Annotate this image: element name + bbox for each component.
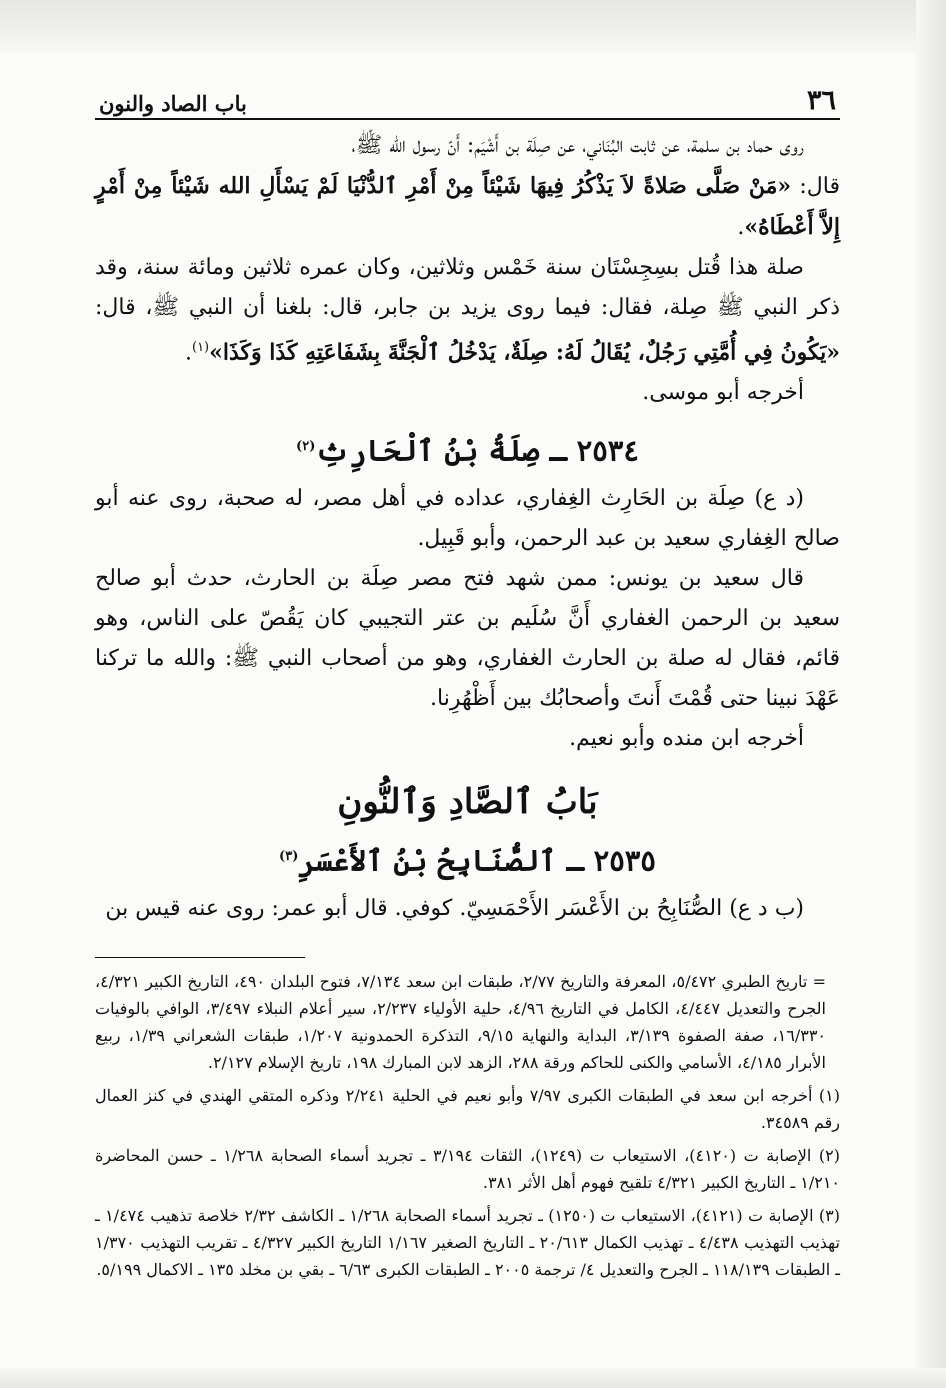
paragraph-intro: روى حماد بن سلمة، عن ثابت البُنَاني، عن صِلَة بن أَشْيَم: أَنّ رسول الله ﷺ، <box>351 133 804 158</box>
paragraph-end: . <box>184 340 192 366</box>
footnote-1: (١) أخرجه ابن سعد في الطبقات الكبرى ٧/٩٧ وأبو نعيم في الحلية ٢/٢٤١ وذكره المتقي الهندي في كنز العمال رقم ٣٤٥٨٩. <box>95 1085 841 1132</box>
entry-title: ٢٥٣٥ ـ ٱلصُّنَابِحُ بْنُ ٱلأَعْسَرِ <box>298 843 656 878</box>
scan-edge-right <box>916 0 946 1388</box>
entry-2534-paragraph-2: قال سعيد بن يونس: ممن شهد فتح مصر صِلَة بن الحارث، حدث أبو صالح سعيد بن الرحمن الغفاري أَنَّ سُلَيم بن عتر التجيبي كان يَقُصّ على الناس، وهو قائم، فقال له صلة بن الحارث الغفاري، وهو من أصحاب النبي ﷺ: والله ما تركنا عَهْدَ نبينا حتى قُمْتَ أَنتَ وأصحابُك بين أَظْهُرِنا. <box>95 565 840 711</box>
running-chapter-title: باب الصاد والنون <box>99 91 247 116</box>
hadith-lead: قال: <box>791 174 841 199</box>
hadith-text: «يَكُونُ فِي أُمَّتِي رَجُلٌ، يُقَالُ لَهُ: صِلَةٌ، يَدْخُلُ ٱلْجَنَّةَ بِشَفَاعَتِهِ كَذَا وَكَذَا» <box>209 339 840 366</box>
entry-heading-2534 <box>95 429 840 469</box>
entry-2534-source-note: أخرجه ابن منده وأبو نعيم. <box>569 725 804 751</box>
footnote-2: (٢) الإصابة ت (٤١٢٠)، الاستيعاب ت (١٢٤٩)، الثقات ٣/١٩٤ ـ تجريد أسماء الصحابة ١/٢٦٨ ـ حسن المحاضرة ١/٢١٠ ـ التاريخ الكبير ٤/٣٢١ تلقيح فهوم أهل الأثر ٣٨١. <box>95 1145 841 1192</box>
hadith-text: «مَنْ صَلَّى صَلاةً لاَ يَذْكُرُ فِيهَا شَيْئاً مِنْ أَمْرِ ٱلدُّنْيَا لَمْ يَسْأَلِ الله شَيْئاً مِنْ أَمْرٍ إِلاَّ أَعْطَاهُ» <box>95 173 840 240</box>
footnote-rule <box>95 957 305 958</box>
source-note: أخرجه أبو موسى. <box>642 380 804 406</box>
entry-2535-paragraph-1: (ب د ع) الصُّنَابِحُ بن الأَعْسَر الأَحْمَسِيّ. كوفي. قال أبو عمر: روى عنه قيس بن <box>105 895 804 921</box>
hadith-end: . <box>737 215 745 240</box>
entry-heading-2535 <box>95 839 840 879</box>
entry-title: ٢٥٣٤ ـ صِلَةُ بْنُ ٱلْحَارِثِ <box>315 433 639 468</box>
scan-edge-bottom <box>0 1368 946 1388</box>
footnote-ref-3: (٣) <box>279 848 299 864</box>
page-number: ٣٦ <box>806 85 836 116</box>
entry-2534-paragraph-1: (د ع) صِلَة بن الحَارِث الغِفاري، عداده في أهل مصر، له صحبة، روى عنه أبو صالح الغِفاري سعيد بن عبد الرحمن، وأبو قَبِيل. <box>95 485 840 551</box>
footnote-3: (٣) الإصابة ت (٤١٢١)، الاستيعاب ت (١٢٥٠) ـ تجريد أسماء الصحابة ١/٢٦٨ ـ الكاشف ٢/٣٢ خلاصة تذهيب ١/٤٧٤ ـ تهذيب التهذيب ٤/٤٣٨ ـ تهذيب الكمال ٢٠/٦١٣ ـ التاريخ الصغير ١/١٦٧ التاريخ الكبير ٤/٣٢٧ ـ تقريب التهذيب ١/٣٧٠ ـ الطبقات ١١٨/١٣٩ ـ الجرح والتعديل ٤/ ترجمة ٢٠٠٥ ـ الطبقات الكبرى ٦/٦٣ ـ بقي بن مخلد ١٣٥ ـ الاكمال ٥/١٩٩. <box>95 1205 841 1279</box>
chapter-heading: بَابُ ٱلصَّادِ وَٱلنُّونِ <box>337 781 598 822</box>
footnotes <box>95 968 840 1283</box>
paragraph-hadith-prayer <box>95 166 840 248</box>
footnote-ref-2: (٢) <box>296 439 316 455</box>
main-text <box>95 126 840 929</box>
sila-narration: صلة هذا قُتل بسِجِسْتَان سنة خَمْس وثلاثين، وكان عمره ثلاثين ومائة سنة، وقد ذكر النبي ﷺ صِلة، فقال: فيما روى يزيد بن جابر، قال: بلغنا أن النبي ﷺ، قال: <box>95 255 840 320</box>
running-head <box>95 78 840 120</box>
scan-edge-top <box>0 0 946 52</box>
footnote-ref-1: (١) <box>191 340 210 355</box>
paragraph-sila-death <box>95 248 840 373</box>
book-page <box>95 78 840 1289</box>
footnote-continuation: = تاريخ الطبري ٥/٤٧٢، المعرفة والتاريخ ٢/٧٧، طبقات ابن سعد ٧/١٣٤، فتوح البلدان ٤٩٠، التاريخ الكبير ٤/٣٢١، الجرح والتعديل ٤/٤٤٧، الكامل في التاريخ ٤/٩٦، حلية الأولياء ٢/٢٣٧، سير أعلام النبلاء ٣/٤٩٧، الوافي بالوفيات ١٦/٣٣٠، صفة الصفوة ٣/١٣٩، البداية والنهاية ٩/١٥، التذكرة الحمدونية ١/٢٠٧، طبقات الشعراني ١/٣٩، ربيع الأبرار ٤/١٨٥، الأسامي والكنى للحاكم ورقة ٢٨٨، الزهد لابن المبارك ١٩٨، تاريخ الإسلام ٢/١٢٧. <box>95 971 827 1072</box>
